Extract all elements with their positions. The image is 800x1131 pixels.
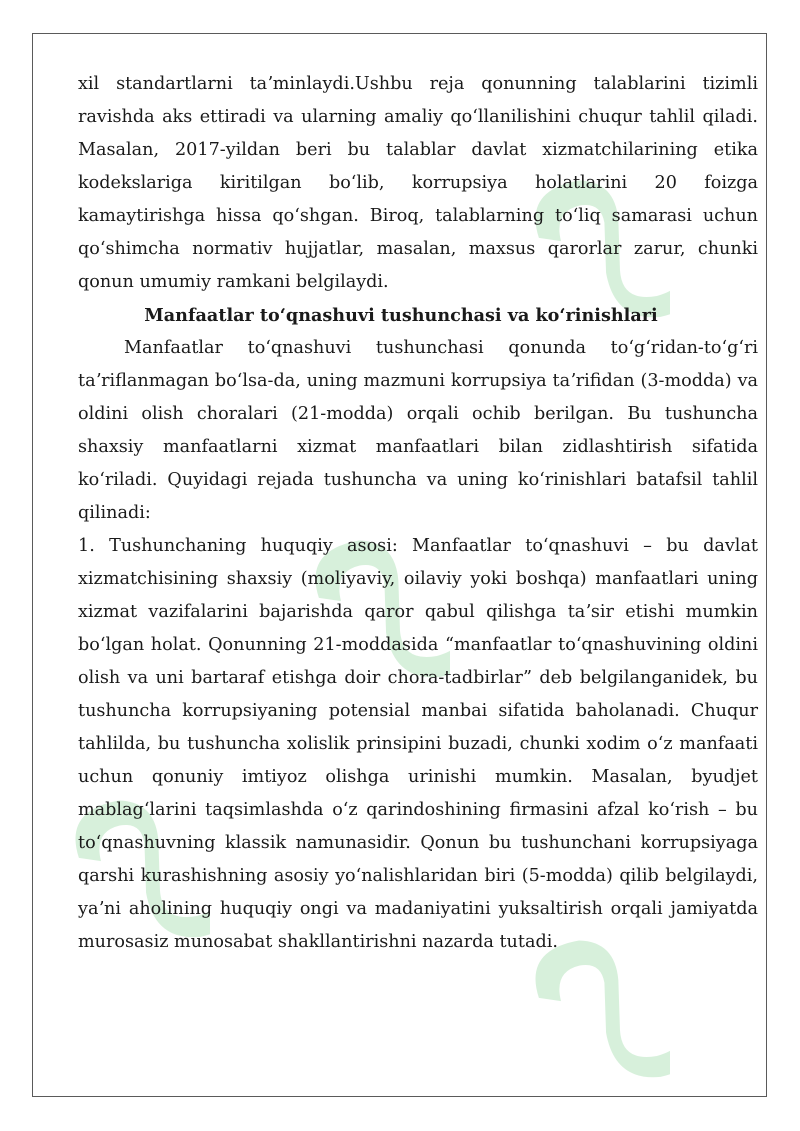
paragraph-legal-basis: 1. Tushunchaning huquqiy asosi: Manfaatlar toʻqnashuvi – bu davlat xizmatchisining shaxsiy (moliyaviy, oilaviy yoki boshqa) manfaatlari uning xizmat vazifalarini bajarishda qaror qabul qilishga taʼsir etishi mumkin boʻlgan holat. Qonunning 21-moddasida “manfaatlar toʻqnashuvining oldini olish va uni bartaraf etishga doir chora-tadbirlar” deb belgilanganidek, bu tushuncha korrupsiyaning potensial manbai sifatida baholanadi. Chuqur tahlilda, bu tushuncha xolislik prinsipini buzadi, chunki xodim oʻz manfaati uchun qonuniy imtiyoz olishga urinishi mumkin. Masalan, byudjet mablagʻlarini taqsimlashda oʻz qarindoshining firmasini afzal koʻrish – bu toʻqnashuvning klassik namunasidir. Qonun bu tushunchani korrupsiyaga qarshi kurashishning asosiy yoʻnalishlaridan biri (5-modda) qilib belgilaydi, yaʼni aholining huquqiy ongi va madaniyatini yuksaltirish orqali jamiyatda murosasiz munosabat shakllantirishni nazarda tutadi. [78,536,758,952]
paragraph-concept: Manfaatlar toʻqnashuvi tushunchasi qonunda toʻgʻridan-toʻgʻri taʼriflanmagan boʻlsa-da, uning mazmuni korrupsiya taʼrifidan (3-modda) va oldini olish choralari (21-modda) orqali ochib berilgan. Bu tushuncha shaxsiy manfaatlarni xizmat manfaatlari bilan zidlashtirish sifatida koʻriladi. Quyidagi rejada tushuncha va uning koʻrinishlari batafsil tahlil qilinadi: [78,338,758,523]
document-body [78,68,766,959]
paragraph-intro: xil standartlarni taʼminlaydi.Ushbu reja qonunning talablarini tizimli ravishda aks ettiradi va ularning amaliy qoʻllanilishini chuqur tahlil qiladi. Masalan, 2017-yildan beri bu talablar davlat xizmatchilarining etika kodekslariga kiritilgan boʻlib, korrupsiya holatlarini 20 foizga kamaytirishga hissa qoʻshgan. Biroq, talablarning toʻliq samarasi uchun qoʻshimcha normativ hujjatlar, masalan, maxsus qarorlar zarur, chunki qonun umumiy ramkani belgilaydi. [78,74,758,292]
section-heading: Manfaatlar toʻqnashuvi tushunchasi va koʻrinishlari [144,305,658,326]
